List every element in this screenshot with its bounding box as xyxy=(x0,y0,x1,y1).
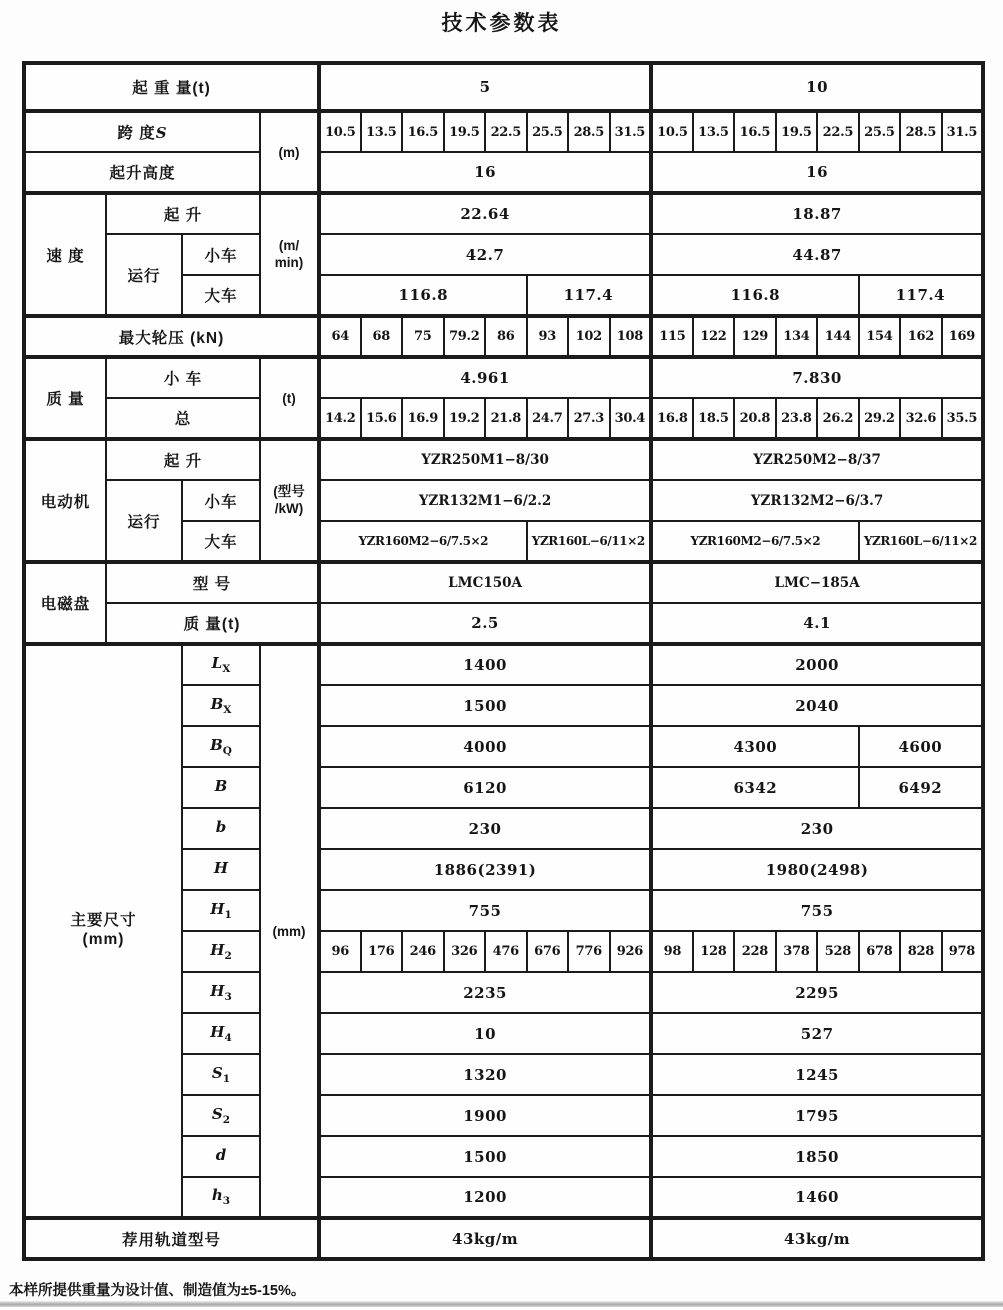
wheel-pressure-5t: 64 xyxy=(319,316,361,357)
mass-total-10t: 20.8 xyxy=(734,398,776,439)
motor-unit-line1: (型号 xyxy=(273,484,305,500)
motor-trolley-5t: YZR132M1−6/2.2 xyxy=(319,480,651,521)
motor-unit-line2: /kW) xyxy=(274,500,304,516)
span-value-10t: 19.5 xyxy=(776,111,818,152)
span-value-5t: 10.5 xyxy=(319,111,361,152)
motor-hoist-5t: YZR250M1−8/30 xyxy=(319,439,651,480)
rail-row xyxy=(24,1218,983,1259)
dim-label-H3 xyxy=(182,972,260,1013)
wheel-pressure-5t: 68 xyxy=(361,316,403,357)
dim-label-S1 xyxy=(182,1054,260,1095)
footnote: 本样所提供重量为设计值、制造值为±5-15%。 xyxy=(9,1283,306,1299)
dim-label-lx xyxy=(182,644,260,685)
magnet-label: 电磁盘 xyxy=(24,562,106,644)
dim-H2-5t: 326 xyxy=(444,931,486,972)
dim-H2-5t: 776 xyxy=(568,931,610,972)
speed-crane-5t-a: 116.8 xyxy=(319,275,527,316)
dim-label-h3 xyxy=(182,1177,260,1218)
speed-trolley-5t: 42.7 xyxy=(319,234,651,275)
dim-d-5t: 1500 xyxy=(319,1136,651,1177)
dim-H3-sub: 3 xyxy=(224,991,232,1004)
dim-B-base: B xyxy=(214,776,228,795)
mass-total-10t: 32.6 xyxy=(900,398,942,439)
dim-H4-sub: 4 xyxy=(224,1032,232,1045)
magnet-mass-10t: 4.1 xyxy=(651,603,983,644)
wheel-pressure-5t: 108 xyxy=(610,316,652,357)
lift-height-label: 起升高度 xyxy=(24,152,260,193)
dim-H2-10t: 828 xyxy=(900,931,942,972)
span-unit: (m) xyxy=(260,111,319,193)
dim-H2-10t: 528 xyxy=(817,931,859,972)
dim-H-5t: 1886(2391) xyxy=(319,849,651,890)
dim-H2-10t: 678 xyxy=(859,931,901,972)
span-value-5t: 22.5 xyxy=(485,111,527,152)
dim-S2-sub: 2 xyxy=(222,1114,231,1127)
speed-crane-10t-a: 116.8 xyxy=(651,275,859,316)
magnet-model-10t: LMC−185A xyxy=(651,562,983,603)
dim-H2-10t: 978 xyxy=(942,931,984,972)
span-value-10t: 10.5 xyxy=(651,111,693,152)
mass-total-label: 总 xyxy=(106,398,260,439)
dim-bq-5t: 4000 xyxy=(319,726,651,767)
span-value-10t: 16.5 xyxy=(734,111,776,152)
dim-bq-10t-b: 4600 xyxy=(859,726,984,767)
motor-travel-label: 运行 xyxy=(106,480,182,562)
dim-label-S2 xyxy=(182,1095,260,1136)
speed-unit-line2: min) xyxy=(274,254,304,270)
rail-10t: 43kg/m xyxy=(651,1218,983,1259)
dim-H1-10t: 755 xyxy=(651,890,983,931)
dim-H2-10t: 128 xyxy=(693,931,735,972)
dim-H1-base: H xyxy=(210,899,225,918)
span-label xyxy=(24,111,260,152)
dim-H4-base: H xyxy=(210,1022,225,1041)
dims-unit: (mm) xyxy=(260,644,319,1218)
dim-d-base: d xyxy=(215,1145,227,1164)
capacity-10t: 10 xyxy=(651,63,983,111)
speed-travel-label: 运行 xyxy=(106,234,182,316)
main-dims-label-line1: 主要尺寸 xyxy=(70,912,137,930)
dim-label-H1 xyxy=(182,890,260,931)
magnet-mass-label: 质 量(t) xyxy=(106,603,319,644)
dim-bq-10t-a: 4300 xyxy=(651,726,859,767)
dim-bq-base: B xyxy=(210,735,223,754)
motor-unit xyxy=(260,439,319,562)
dim-S1-sub: 1 xyxy=(222,1073,231,1086)
motor-hoist-label: 起 升 xyxy=(106,439,260,480)
dim-S2-base: S xyxy=(211,1104,223,1123)
mass-unit: (t) xyxy=(260,357,319,439)
dim-H1-5t: 755 xyxy=(319,890,651,931)
wheel-pressure-10t: 122 xyxy=(693,316,735,357)
magnet-model-row xyxy=(24,562,983,603)
dim-H4-10t: 527 xyxy=(651,1013,983,1054)
spec-table xyxy=(22,61,985,1261)
span-label-cn: 跨 度 xyxy=(117,125,156,142)
speed-hoist-10t: 18.87 xyxy=(651,193,983,234)
dim-lx-5t: 1400 xyxy=(319,644,651,685)
dim-B-10t-b: 6492 xyxy=(859,767,984,808)
dim-H2-10t: 228 xyxy=(734,931,776,972)
mass-total-5t: 24.7 xyxy=(527,398,569,439)
span-value-10t: 22.5 xyxy=(817,111,859,152)
mass-total-5t: 21.8 xyxy=(485,398,527,439)
dim-H3-base: H xyxy=(210,981,225,1000)
dim-B-10t-a: 6342 xyxy=(651,767,859,808)
speed-crane-5t-b: 117.4 xyxy=(527,275,652,316)
dim-h3-base: h xyxy=(211,1186,223,1205)
span-value-10t: 13.5 xyxy=(693,111,735,152)
motor-crane-5t-a: YZR160M2−6/7.5×2 xyxy=(319,521,527,562)
wheel-pressure-5t: 75 xyxy=(402,316,444,357)
speed-trolley-row xyxy=(24,234,983,275)
dim-d-10t: 1850 xyxy=(651,1136,983,1177)
dim-row-lx xyxy=(24,644,983,685)
span-value-5t: 28.5 xyxy=(568,111,610,152)
dim-H2-5t: 926 xyxy=(610,931,652,972)
mass-total-10t: 29.2 xyxy=(859,398,901,439)
span-value-5t: 19.5 xyxy=(444,111,486,152)
wheel-pressure-10t: 134 xyxy=(776,316,818,357)
wheel-pressure-10t: 154 xyxy=(859,316,901,357)
dim-h3-sub: 3 xyxy=(222,1195,231,1208)
mass-total-5t: 30.4 xyxy=(610,398,652,439)
dim-H2-5t: 96 xyxy=(319,931,361,972)
dim-H3-10t: 2295 xyxy=(651,972,983,1013)
rail-label: 荐用轨道型号 xyxy=(24,1218,319,1259)
dim-h3-5t: 1200 xyxy=(319,1177,651,1218)
dim-bx-10t: 2040 xyxy=(651,685,983,726)
span-value-10t: 25.5 xyxy=(859,111,901,152)
magnet-model-5t: LMC150A xyxy=(319,562,651,603)
dim-H2-base: H xyxy=(210,940,225,959)
dim-S2-5t: 1900 xyxy=(319,1095,651,1136)
mass-trolley-10t: 7.830 xyxy=(651,357,983,398)
mass-total-5t: 27.3 xyxy=(568,398,610,439)
mass-total-10t: 26.2 xyxy=(817,398,859,439)
dim-H-base: H xyxy=(213,858,229,877)
dim-H2-5t: 476 xyxy=(485,931,527,972)
span-value-5t: 16.5 xyxy=(402,111,444,152)
dim-bq-sub: Q xyxy=(222,745,232,758)
dim-label-B xyxy=(182,767,260,808)
dim-label-H xyxy=(182,849,260,890)
lift-height-row xyxy=(24,152,983,193)
magnet-mass-row xyxy=(24,603,983,644)
mass-total-10t: 23.8 xyxy=(776,398,818,439)
wheel-pressure-10t: 129 xyxy=(734,316,776,357)
wheel-pressure-5t: 102 xyxy=(568,316,610,357)
span-value-10t: 31.5 xyxy=(942,111,984,152)
wheel-pressure-row xyxy=(24,316,983,357)
span-row xyxy=(24,111,983,152)
motor-label: 电动机 xyxy=(24,439,106,562)
magnet-mass-5t: 2.5 xyxy=(319,603,651,644)
dim-label-d xyxy=(182,1136,260,1177)
wheel-pressure-5t: 93 xyxy=(527,316,569,357)
dim-lx-10t: 2000 xyxy=(651,644,983,685)
dim-H2-5t: 676 xyxy=(527,931,569,972)
capacity-label: 起 重 量(t) xyxy=(24,63,319,111)
motor-trolley-10t: YZR132M2−6/3.7 xyxy=(651,480,983,521)
dim-S1-base: S xyxy=(211,1063,223,1082)
dim-H-10t: 1980(2498) xyxy=(651,849,983,890)
scan-edge-artifact xyxy=(0,1301,1003,1307)
lift-height-10t: 16 xyxy=(651,152,983,193)
speed-crane-label: 大车 xyxy=(182,275,260,316)
mass-trolley-row xyxy=(24,357,983,398)
dim-label-H2 xyxy=(182,931,260,972)
dim-bx-sub: X xyxy=(223,704,232,717)
dim-lx-base: L xyxy=(211,654,223,673)
dim-H3-5t: 2235 xyxy=(319,972,651,1013)
span-value-5t: 31.5 xyxy=(610,111,652,152)
span-value-5t: 13.5 xyxy=(361,111,403,152)
dim-lx-sub: X xyxy=(222,663,231,676)
wheel-pressure-5t: 79.2 xyxy=(444,316,486,357)
dim-label-bx xyxy=(182,685,260,726)
speed-unit xyxy=(260,193,319,316)
motor-hoist-row xyxy=(24,439,983,480)
dim-H2-10t: 98 xyxy=(651,931,693,972)
speed-unit-line1: (m/ xyxy=(278,238,300,254)
speed-hoist-row xyxy=(24,193,983,234)
mass-total-10t: 35.5 xyxy=(942,398,984,439)
dim-S1-5t: 1320 xyxy=(319,1054,651,1095)
mass-total-5t: 15.6 xyxy=(361,398,403,439)
speed-trolley-label: 小车 xyxy=(182,234,260,275)
speed-hoist-5t: 22.64 xyxy=(319,193,651,234)
span-label-var: S xyxy=(155,124,168,142)
motor-crane-label: 大车 xyxy=(182,521,260,562)
dim-label-b xyxy=(182,808,260,849)
dim-H2-5t: 176 xyxy=(361,931,403,972)
wheel-pressure-10t: 162 xyxy=(900,316,942,357)
wheel-pressure-10t: 144 xyxy=(817,316,859,357)
wheel-pressure-10t: 169 xyxy=(942,316,984,357)
motor-hoist-10t: YZR250M2−8/37 xyxy=(651,439,983,480)
page-title: 技术参数表 xyxy=(441,12,562,35)
main-dims-label xyxy=(24,644,182,1218)
mass-label: 质 量 xyxy=(24,357,106,439)
motor-crane-10t-a: YZR160M2−6/7.5×2 xyxy=(651,521,859,562)
lift-height-5t: 16 xyxy=(319,152,651,193)
motor-crane-10t-b: YZR160L−6/11×2 xyxy=(859,521,984,562)
dim-bx-5t: 1500 xyxy=(319,685,651,726)
dim-H4-5t: 10 xyxy=(319,1013,651,1054)
motor-crane-5t-b: YZR160L−6/11×2 xyxy=(527,521,652,562)
dim-bx-base: B xyxy=(210,694,224,713)
dim-S1-10t: 1245 xyxy=(651,1054,983,1095)
mass-trolley-5t: 4.961 xyxy=(319,357,651,398)
capacity-row xyxy=(24,63,983,111)
mass-total-row xyxy=(24,398,983,439)
wheel-pressure-5t: 86 xyxy=(485,316,527,357)
dim-H1-sub: 1 xyxy=(224,909,232,922)
wheel-pressure-label: 最大轮压 (kN) xyxy=(24,316,319,357)
dim-b-10t: 230 xyxy=(651,808,983,849)
dim-H2-5t: 246 xyxy=(402,931,444,972)
span-value-5t: 25.5 xyxy=(527,111,569,152)
dim-b-base: b xyxy=(215,817,227,836)
dim-label-H4 xyxy=(182,1013,260,1054)
dim-B-5t: 6120 xyxy=(319,767,651,808)
mass-total-10t: 16.8 xyxy=(651,398,693,439)
dim-label-bq xyxy=(182,726,260,767)
mass-total-10t: 18.5 xyxy=(693,398,735,439)
rail-5t: 43kg/m xyxy=(319,1218,651,1259)
speed-hoist-label: 起 升 xyxy=(106,193,260,234)
dim-h3-10t: 1460 xyxy=(651,1177,983,1218)
motor-trolley-label: 小车 xyxy=(182,480,260,521)
mass-total-5t: 14.2 xyxy=(319,398,361,439)
mass-total-5t: 16.9 xyxy=(402,398,444,439)
dim-b-5t: 230 xyxy=(319,808,651,849)
speed-label: 速 度 xyxy=(24,193,106,316)
dim-H2-10t: 378 xyxy=(776,931,818,972)
magnet-model-label: 型 号 xyxy=(106,562,319,603)
span-value-10t: 28.5 xyxy=(900,111,942,152)
wheel-pressure-10t: 115 xyxy=(651,316,693,357)
main-dims-label-line2: (mm) xyxy=(82,931,125,948)
mass-total-5t: 19.2 xyxy=(444,398,486,439)
speed-trolley-10t: 44.87 xyxy=(651,234,983,275)
mass-trolley-label: 小 车 xyxy=(106,357,260,398)
dim-S2-10t: 1795 xyxy=(651,1095,983,1136)
speed-crane-10t-b: 117.4 xyxy=(859,275,984,316)
capacity-5t: 5 xyxy=(319,63,651,111)
motor-trolley-row xyxy=(24,480,983,521)
dim-H2-sub: 2 xyxy=(224,950,232,963)
